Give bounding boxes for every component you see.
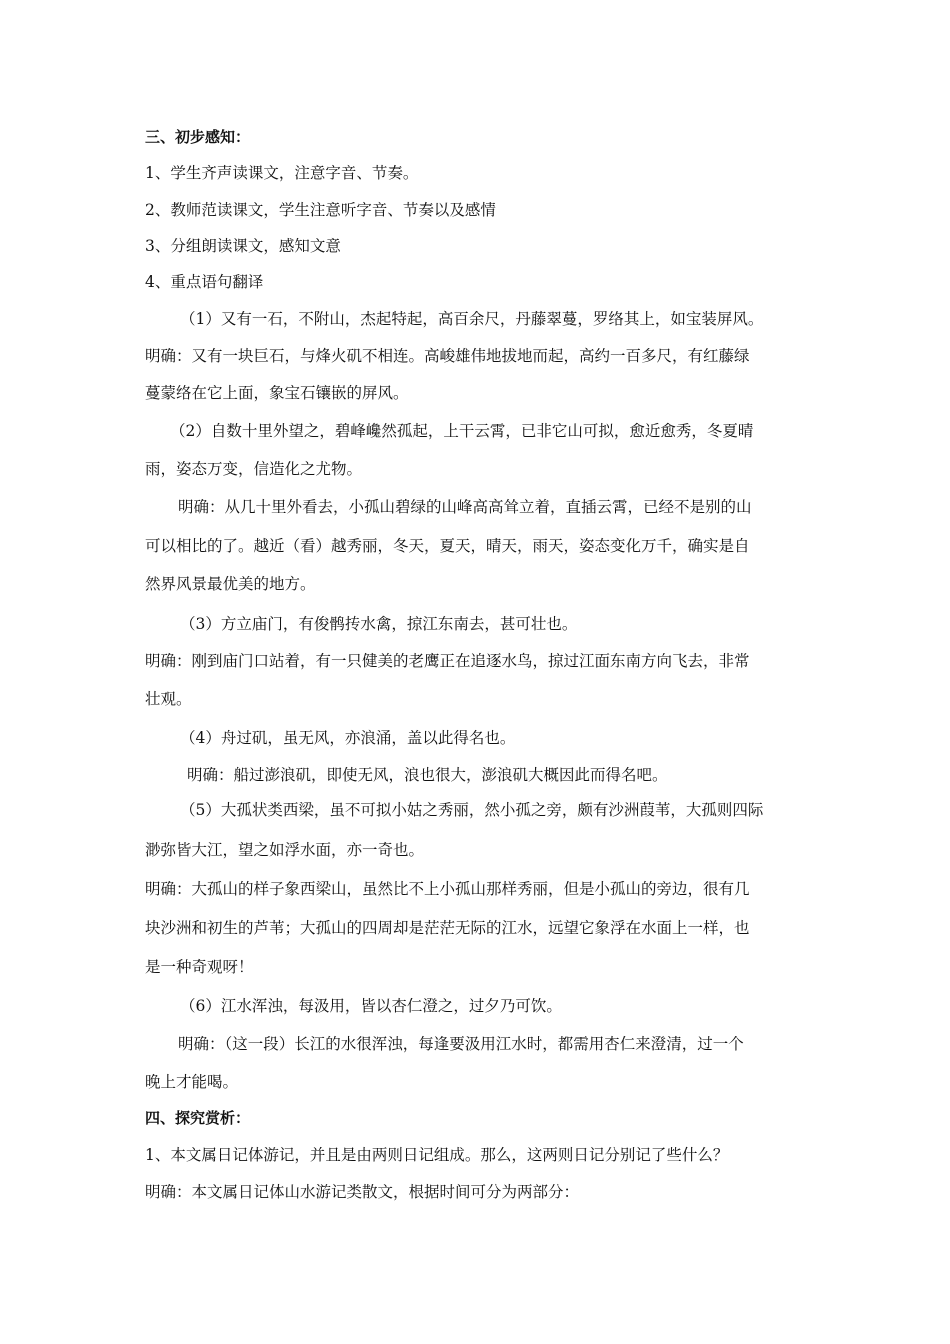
answer-3-line-1: 明确：刚到庙门口站着，有一只健美的老鹰正在追逐水鸟，掠过江面东南方向飞去，非常 xyxy=(145,652,750,670)
answer-2-line-1: 明确：从几十里外看去，小孤山碧绿的山峰高高耸立着，直插云霄，已经不是别的山 xyxy=(178,498,752,516)
answer-4: 明确：船过澎浪矶，即使无风，浪也很大，澎浪矶大概因此而得名吧。 xyxy=(187,766,668,784)
step-2: 2、教师范读课文，学生注意听字音、节奏以及感情 xyxy=(145,201,496,219)
answer-1-line-1: 明确：又有一块巨石，与烽火矶不相连。高峻雄伟地拔地而起，高约一百多尺，有红藤绿 xyxy=(145,347,750,365)
sentence-6: （6）江水浑浊，每汲用，皆以杏仁澄之，过夕乃可饮。 xyxy=(180,997,562,1015)
step-3: 3、分组朗读课文，感知文意 xyxy=(145,237,341,255)
sentence-5-line-1: （5）大孤状类西梁，虽不可拟小姑之秀丽，然小孤之旁，颇有沙洲葭苇，大孤则四际 xyxy=(180,801,764,819)
answer-3-line-2: 壮观。 xyxy=(145,690,192,708)
answer-5-line-2: 块沙洲和初生的芦苇；大孤山的四周却是茫茫无际的江水，远望它象浮在水面上一样，也 xyxy=(145,919,750,937)
answer-6-line-1: 明确：（这一段）长江的水很浑浊，每逢要汲用江水时，都需用杏仁来澄清，过一个 xyxy=(178,1035,744,1053)
sentence-5-line-2: 渺弥皆大江，望之如浮水面，亦一奇也。 xyxy=(145,841,425,859)
section-3-heading: 三、初步感知： xyxy=(145,128,251,146)
sentence-3: （3）方立庙门，有俊鹘抟水禽，掠江东南去，甚可壮也。 xyxy=(180,615,578,633)
section-4-heading: 四、探究赏析： xyxy=(145,1109,251,1127)
sentence-1: （1）又有一石，不附山，杰起特起，高百余尺，丹藤翠蔓，罗络其上，如宝装屏风。 xyxy=(180,310,764,328)
answer-6-line-2: 晚上才能喝。 xyxy=(145,1073,239,1091)
answer-1-line-2: 蔓蒙络在它上面，象宝石镶嵌的屏风。 xyxy=(145,384,409,402)
step-1: 1、学生齐声读课文，注意字音、节奏。 xyxy=(145,164,419,182)
sentence-4: （4）舟过矶，虽无风，亦浪涌，盖以此得名也。 xyxy=(180,729,516,747)
answer-5-line-3: 是一种奇观呀！ xyxy=(145,958,254,976)
answer-2-line-3: 然界风景最优美的地方。 xyxy=(145,575,316,593)
answer-q1: 明确：本文属日记体山水游记类散文，根据时间可分为两部分： xyxy=(145,1183,580,1201)
sentence-2-line-2: 雨，姿态万变，信造化之尤物。 xyxy=(145,460,363,478)
step-4: 4、重点语句翻译 xyxy=(145,273,264,291)
question-1: 1、本文属日记体游记，并且是由两则日记组成。那么，这两则日记分别记了些什么？ xyxy=(145,1146,729,1164)
sentence-2-line-1: （2）自数十里外望之，碧峰巉然孤起，上干云霄，已非它山可拟，愈近愈秀，冬夏晴 xyxy=(170,422,754,440)
answer-2-line-2: 可以相比的了。越近（看）越秀丽，冬天，夏天，晴天，雨天，姿态变化万千，确实是自 xyxy=(145,537,750,555)
answer-5-line-1: 明确：大孤山的样子象西梁山，虽然比不上小孤山那样秀丽，但是小孤山的旁边，很有几 xyxy=(145,880,750,898)
